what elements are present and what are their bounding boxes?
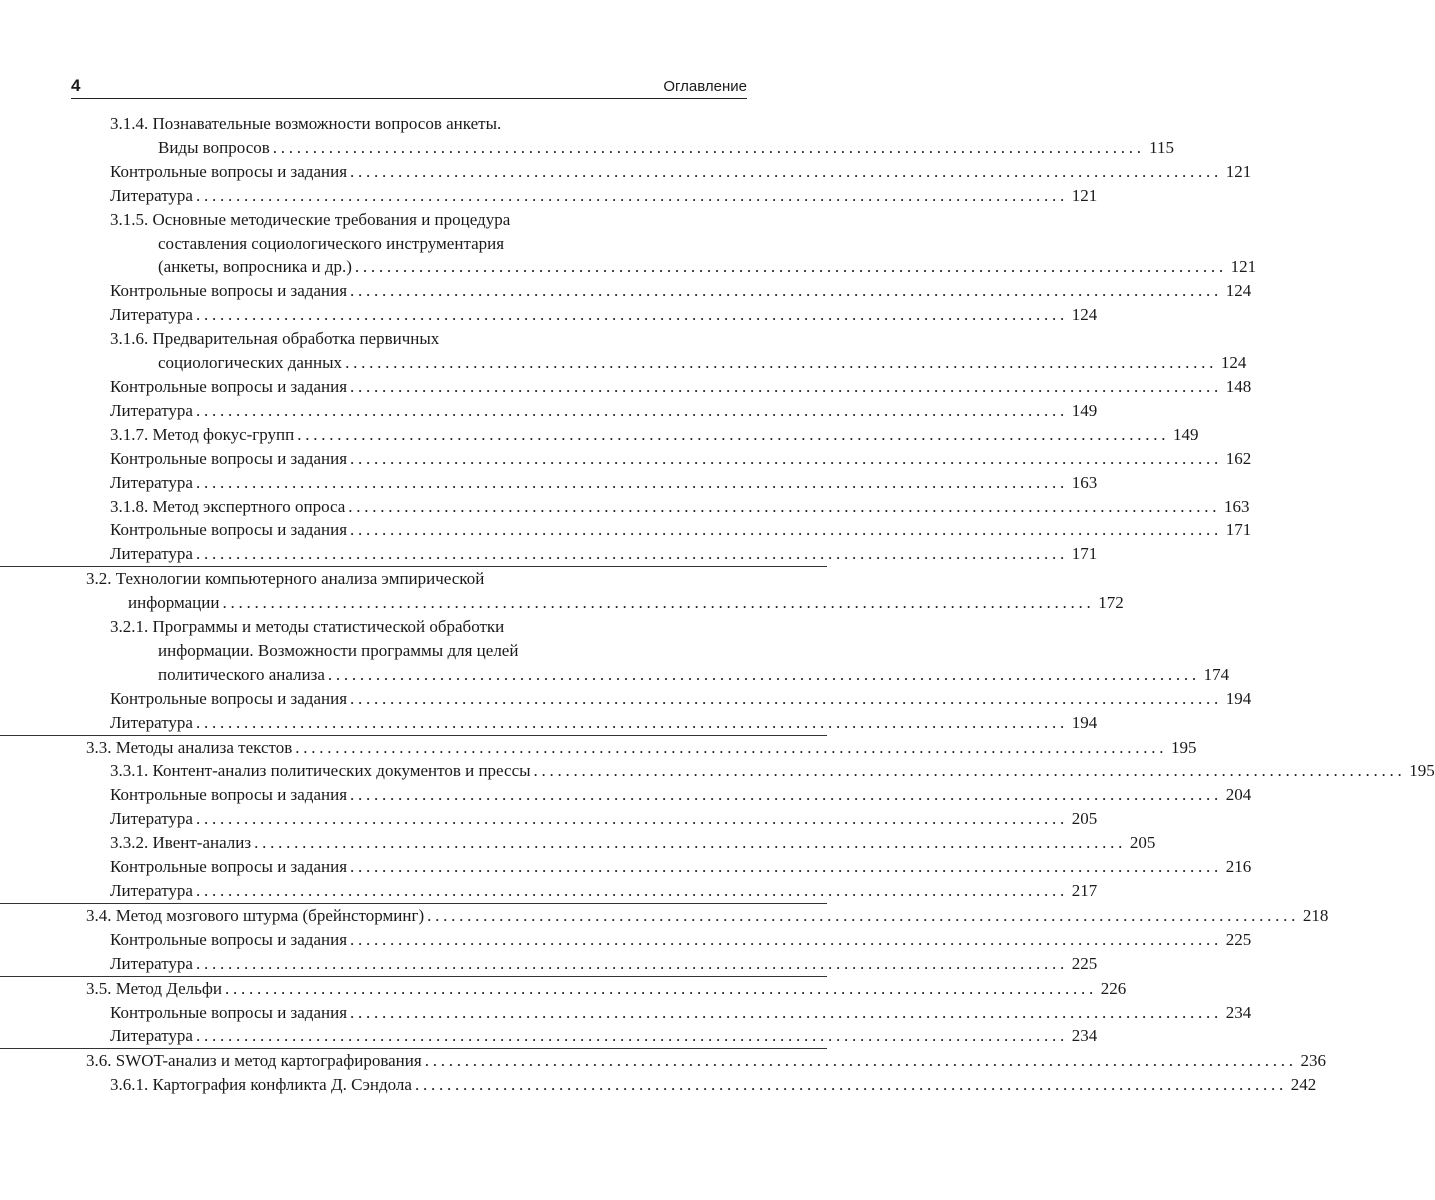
toc-entry-leader-line: [110, 447, 1252, 471]
toc-entry[interactable]: [0, 759, 1435, 783]
toc-entry[interactable]: [0, 518, 1252, 542]
dot-leader: [295, 736, 1163, 760]
toc-entry-title-line: Контрольные вопросы и задания: [110, 520, 348, 540]
toc-entry-title-line: Контрольные вопросы и задания: [110, 161, 348, 181]
toc-page-number: 216: [1225, 857, 1252, 877]
toc-entry-title-line: Литература: [110, 881, 193, 900]
dot-leader: [328, 663, 1196, 687]
toc-entry-title-line: Литература: [110, 472, 193, 492]
toc-entry[interactable]: [0, 471, 1098, 495]
toc-entry[interactable]: [0, 542, 1098, 566]
dot-leader: [254, 831, 1122, 855]
toc-page-number: 194: [1071, 712, 1098, 732]
running-title: Оглавление: [663, 78, 747, 95]
toc-entry-title-line: (анкеты, вопросника и др.): [158, 257, 352, 277]
toc-entry-title-line: 3.1.4. Познавательные возможности вопросов анкеты.: [110, 114, 502, 133]
toc-entry[interactable]: [0, 976, 1127, 1001]
toc-entry-title-line: 3.4. Метод мозгового штурма (брейнсторминг): [86, 905, 425, 925]
toc-page-number: 115: [1149, 137, 1175, 157]
dot-leader: [196, 952, 1064, 976]
toc-entry-leader-line: [110, 928, 1252, 952]
toc-entry[interactable]: [0, 566, 1124, 615]
toc-entry-leader-line: [110, 687, 1252, 711]
dot-leader: [297, 423, 1165, 447]
dot-leader: [222, 591, 1090, 615]
toc-page-number: 236: [1300, 1051, 1326, 1071]
toc-entry-leader-line: [110, 423, 1199, 447]
toc-page-number: 225: [1225, 929, 1252, 949]
toc-entry-title-line: 3.3.1. Контент-анализ политических документов и прессы: [110, 761, 531, 781]
toc-entry-title-line: 3.3. Методы анализа текстов: [86, 737, 293, 757]
toc-entry-title-line: Литература: [110, 185, 193, 205]
dot-leader: [350, 518, 1218, 542]
dot-leader: [273, 136, 1141, 160]
toc-page-number: 226: [1100, 978, 1127, 998]
toc-entry-leader-line: [110, 831, 1156, 855]
dot-leader: [350, 279, 1218, 303]
toc-entry-title-line: Контрольные вопросы и задания: [110, 929, 348, 949]
dot-leader: [350, 375, 1218, 399]
toc-page-number: 121: [1071, 185, 1098, 205]
toc-page-number: 234: [1071, 1026, 1098, 1046]
toc-entry-leader-line: [110, 952, 1098, 976]
toc-entry-title-line: Контрольные вопросы и задания: [110, 376, 348, 396]
toc-entry-leader-line: [110, 399, 1098, 423]
dot-leader: [196, 879, 1064, 903]
dot-leader: [350, 783, 1218, 807]
dot-leader: [196, 807, 1064, 831]
toc-page-number: 195: [1171, 737, 1197, 757]
toc-entry[interactable]: [0, 783, 1252, 807]
dot-leader: [196, 184, 1064, 208]
running-header: [71, 72, 747, 99]
dot-leader: [196, 399, 1064, 423]
toc-page-number: 171: [1071, 544, 1098, 564]
dot-leader: [350, 1001, 1218, 1025]
dot-leader: [196, 1024, 1064, 1048]
toc-entry-leader-line: [110, 375, 1252, 399]
toc-entry[interactable]: [0, 1024, 1098, 1048]
dot-leader: [425, 1049, 1293, 1073]
toc-entry-leader-line: [110, 1073, 1317, 1097]
toc-entry-leader-line: [110, 663, 1230, 687]
toc-entry[interactable]: [0, 1001, 1252, 1025]
toc-entry-leader-line: [86, 904, 1329, 928]
toc-entry-leader-line: [110, 255, 1257, 279]
toc-entry[interactable]: [0, 1073, 1317, 1097]
toc-entry-title-line: Литература: [110, 953, 193, 973]
toc-entry[interactable]: [0, 879, 1098, 903]
toc-entry-title-line: политического анализа: [158, 664, 325, 684]
dot-leader: [345, 351, 1213, 375]
toc-entry-leader-line: [110, 471, 1098, 495]
toc-entry[interactable]: [0, 831, 1156, 855]
toc-entry-title-line: Контрольные вопросы и задания: [110, 857, 348, 877]
toc-page-number: 124: [1220, 353, 1247, 373]
dot-leader: [348, 495, 1216, 519]
toc-page-number: 194: [1225, 688, 1252, 708]
dot-leader: [350, 928, 1218, 952]
toc-entry[interactable]: [0, 375, 1252, 399]
toc-page-number: 121: [1230, 257, 1257, 277]
toc-entry-leader-line: [86, 977, 1127, 1001]
toc-entry-title-line: Виды вопросов: [158, 137, 270, 157]
toc-entry-title-line: Контрольные вопросы и задания: [110, 785, 348, 805]
toc-entry-title-line: 3.2. Технологии компьютерного анализа эмпирической: [86, 569, 485, 589]
toc-entry-leader-line: [110, 807, 1098, 831]
toc-entry-leader-line: [110, 495, 1250, 519]
toc-entry[interactable]: [0, 447, 1252, 471]
toc-entry-title-line: Контрольные вопросы и задания: [110, 1002, 348, 1022]
toc-entry[interactable]: [0, 615, 1230, 687]
toc-entry[interactable]: [0, 160, 1252, 184]
toc-entry-title-line: Литература: [110, 400, 193, 420]
toc-page-number: 148: [1225, 376, 1252, 396]
table-of-contents: [0, 112, 1435, 1097]
toc-entry[interactable]: [0, 399, 1098, 423]
toc-page-number: 205: [1071, 809, 1098, 829]
toc-entry-leader-line: [110, 303, 1098, 327]
toc-entry-title-line: Литература: [110, 1026, 193, 1046]
toc-page-number: 163: [1224, 496, 1250, 516]
dot-leader: [350, 160, 1218, 184]
toc-entry[interactable]: [0, 208, 1257, 280]
toc-entry-title-line: составления социологического инструментария: [158, 233, 505, 253]
toc-entry-title-line: информации. Возможности программы для целей: [158, 640, 519, 660]
toc-page-number: 124: [1225, 281, 1252, 301]
toc-entry-leader-line: [110, 855, 1252, 879]
toc-entry-leader-line: [86, 736, 1197, 760]
dot-leader: [196, 542, 1064, 566]
toc-page-number: 124: [1071, 305, 1098, 325]
toc-page-number: 174: [1203, 664, 1230, 684]
toc-entry-leader-line: [110, 1001, 1252, 1025]
toc-page-number: 121: [1225, 161, 1252, 181]
toc-entry[interactable]: [0, 327, 1247, 375]
toc-entry-leader-line: [110, 542, 1098, 566]
dot-leader: [355, 255, 1223, 279]
dot-leader: [196, 303, 1064, 327]
toc-page-number: 149: [1173, 424, 1199, 444]
toc-entry[interactable]: [0, 303, 1098, 327]
toc-entry-leader-line: [110, 160, 1252, 184]
dot-leader: [350, 447, 1218, 471]
toc-entry-title-line: Литература: [110, 544, 193, 564]
toc-entry-title-line: социологических данных: [158, 353, 343, 373]
toc-entry[interactable]: [0, 903, 1329, 928]
toc-entry-title-line: Контрольные вопросы и задания: [110, 281, 348, 301]
toc-entry-title-line: 3.1.5. Основные методические требования и процедура: [110, 209, 511, 229]
toc-page-number: 218: [1302, 905, 1329, 925]
dot-leader: [225, 977, 1093, 1001]
toc-entry-leader-line: [110, 184, 1098, 208]
toc-entry-title-line: 3.2.1. Программы и методы статистической обработки: [110, 617, 505, 637]
toc-page-number: 217: [1071, 881, 1098, 900]
dot-leader: [427, 904, 1295, 928]
toc-entry-title-line: Литература: [110, 305, 193, 325]
toc-page-number: 171: [1225, 520, 1252, 540]
toc-page-number: 162: [1225, 448, 1252, 468]
toc-entry[interactable]: [0, 184, 1098, 208]
toc-entry-leader-line: [110, 711, 1098, 735]
toc-entry-leader-line: [110, 759, 1435, 783]
dot-leader: [196, 471, 1064, 495]
toc-entry-leader-line: [110, 136, 1175, 160]
toc-entry-title-line: Контрольные вопросы и задания: [110, 448, 348, 468]
toc-page-number: 242: [1290, 1075, 1317, 1095]
toc-entry[interactable]: [0, 855, 1252, 879]
toc-entry-title-line: 3.5. Метод Дельфи: [86, 978, 222, 998]
toc-page-number: 234: [1225, 1002, 1252, 1022]
toc-entry-title-line: Литература: [110, 712, 193, 732]
dot-leader: [350, 687, 1218, 711]
toc-page-number: 195: [1409, 761, 1435, 781]
dot-leader: [350, 855, 1218, 879]
dot-leader: [415, 1073, 1283, 1097]
toc-page-number: 204: [1225, 785, 1252, 805]
toc-entry-leader-line: [110, 1024, 1098, 1048]
toc-entry[interactable]: [0, 807, 1098, 831]
toc-entry-title-line: 3.1.6. Предварительная обработка первичных: [110, 329, 440, 349]
toc-entry[interactable]: [0, 1048, 1326, 1073]
toc-page-number: 163: [1071, 472, 1098, 492]
toc-entry[interactable]: [0, 952, 1098, 976]
page-number: 4: [71, 76, 81, 95]
toc-entry-leader-line: [110, 351, 1247, 375]
toc-entry-title-line: информации: [128, 593, 220, 613]
toc-entry[interactable]: [0, 112, 1175, 160]
toc-page-number: 225: [1071, 953, 1098, 973]
dot-leader: [534, 759, 1402, 783]
toc-entry-leader-line: [110, 879, 1098, 903]
toc-entry-title-line: 3.3.2. Ивент-анализ: [110, 833, 252, 853]
toc-entry[interactable]: [0, 687, 1252, 711]
toc-entry-title-line: 3.1.7. Метод фокус-групп: [110, 424, 295, 444]
toc-entry-leader-line: [86, 591, 1124, 615]
toc-entry-title-line: 3.6.1. Картография конфликта Д. Сэндола: [110, 1075, 412, 1095]
toc-entry-title-line: Контрольные вопросы и задания: [110, 688, 348, 708]
toc-entry-title-line: 3.1.8. Метод экспертного опроса: [110, 496, 346, 516]
toc-entry-leader-line: [110, 518, 1252, 542]
toc-entry-leader-line: [110, 783, 1252, 807]
toc-page-number: 205: [1129, 833, 1156, 853]
toc-entry[interactable]: [0, 423, 1199, 447]
toc-entry[interactable]: [0, 711, 1098, 735]
toc-entry-leader-line: [86, 1049, 1326, 1073]
toc-page-number: 172: [1098, 593, 1124, 613]
toc-entry-leader-line: [110, 279, 1252, 303]
toc-entry[interactable]: [0, 928, 1252, 952]
toc-entry-title-line: 3.6. SWOT-анализ и метод картографирования: [86, 1051, 422, 1071]
toc-entry[interactable]: [0, 495, 1250, 519]
toc-entry[interactable]: [0, 279, 1252, 303]
toc-entry-title-line: Литература: [110, 809, 193, 829]
dot-leader: [196, 711, 1064, 735]
toc-page-number: 149: [1071, 400, 1098, 420]
toc-entry[interactable]: [0, 735, 1197, 760]
